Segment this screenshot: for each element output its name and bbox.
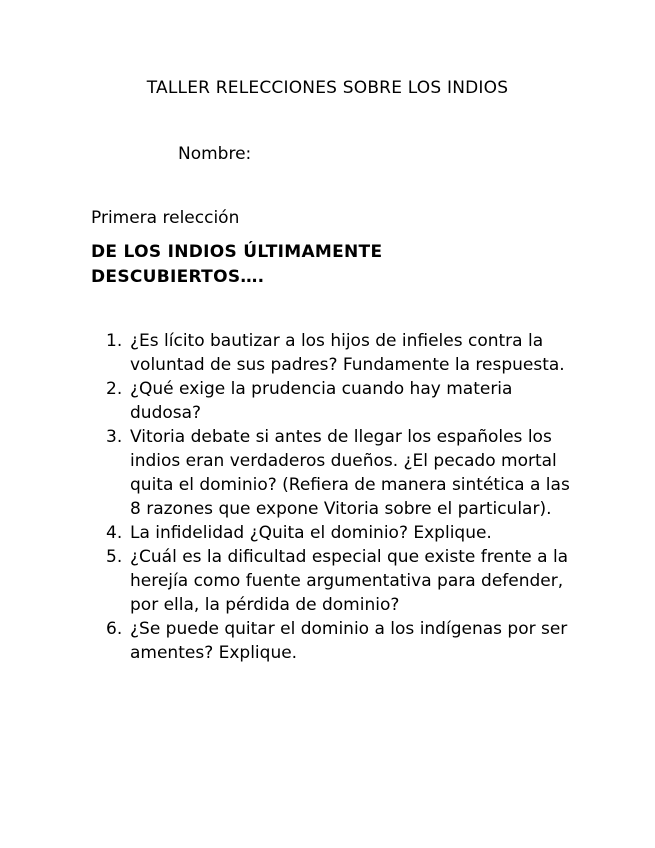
question-text: ¿Es lícito bautizar a los hijos de infieles contra la voluntad de sus padres? Fundamente la respuesta.: [130, 331, 565, 375]
question-number: 6.: [106, 619, 123, 639]
question-text: ¿Se puede quitar el dominio a los indígenas por ser amentes? Explique.: [130, 619, 568, 663]
question-item: [106, 545, 576, 617]
section-heading: [91, 240, 531, 290]
question-item: [106, 521, 576, 545]
question-text: Vitoria debate si antes de llegar los españoles los indios eran verdaderos dueños. ¿El pecado mortal quita el dominio? (Refiera de manera sintética a las 8 razones que expone Vitoria sobre el particular).: [130, 427, 570, 519]
question-list: [106, 329, 576, 665]
question-item: [106, 329, 576, 377]
question-text: ¿Qué exige la prudencia cuando hay materia dudosa?: [130, 379, 513, 423]
document-title: TALLER RELECCIONES SOBRE LOS INDIOS: [146, 78, 509, 98]
question-text: La infidelidad ¿Quita el dominio? Explique.: [130, 523, 492, 543]
question-number: 4.: [106, 523, 123, 543]
question-item: [106, 377, 576, 425]
section-heading-line-2: DESCUBIERTOS….: [91, 267, 265, 287]
question-text: ¿Cuál es la dificultad especial que existe frente a la herejía como fuente argumentativa para defender, por ella, la pérdida de dominio?: [130, 547, 569, 615]
question-number: 1.: [106, 331, 123, 351]
question-item: [106, 425, 576, 521]
section-label: Primera relección: [91, 208, 240, 228]
question-number: 2.: [106, 379, 123, 399]
section-heading-line-1: DE LOS INDIOS ÚLTIMAMENTE: [91, 242, 383, 262]
name-label: Nombre:: [178, 144, 252, 164]
question-number: 5.: [106, 547, 123, 567]
question-number: 3.: [106, 427, 123, 447]
question-item: [106, 617, 576, 665]
